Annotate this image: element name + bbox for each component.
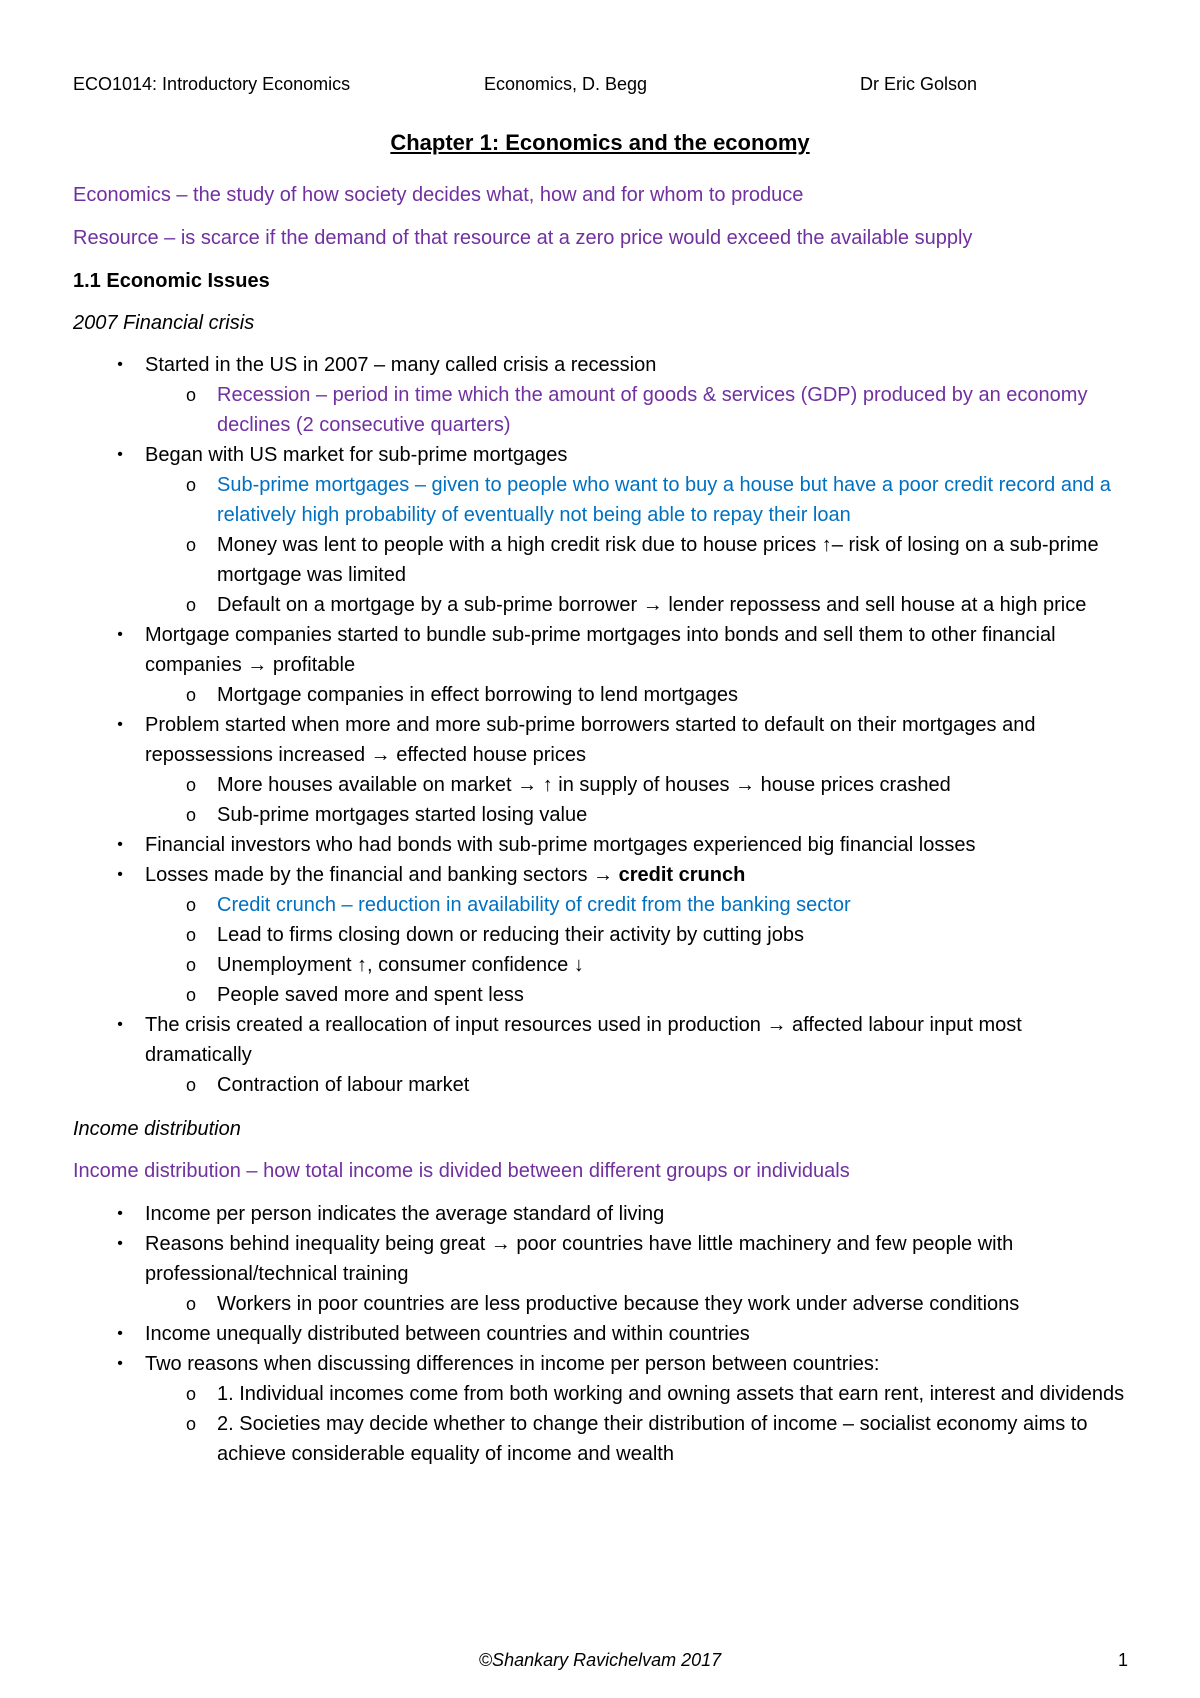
bullet-circle-icon: o [185, 1294, 196, 1314]
list-item: • Problem started when more and more sub-prime borrowers started to default on their mortgages and repossessions increased → effected house prices [73, 710, 1133, 770]
page-number: 1 [1118, 1650, 1129, 1670]
list-item: o Mortgage companies in effect borrowing to lend mortgages [73, 680, 1133, 710]
crisis-bullet-list [73, 350, 1133, 1100]
list-item: o More houses available on market → ↑ in supply of houses → house prices crashed [73, 770, 1133, 800]
subsection-income-distribution: Income distribution [73, 1118, 241, 1140]
list-item: • Income per person indicates the average standard of living [73, 1199, 1133, 1229]
bullet-circle-icon: o [185, 985, 196, 1005]
bullet-circle-icon: o [185, 385, 196, 405]
bullet-circle-icon: o [185, 1414, 196, 1434]
list-item: • Started in the US in 2007 – many called crisis a recession [73, 350, 1133, 380]
document-body [73, 180, 1133, 1469]
header-book: Economics, D. Begg [484, 74, 648, 94]
list-item: o Lead to firms closing down or reducing their activity by cutting jobs [73, 920, 1133, 950]
page-footer-copyright: ©Shankary Ravichelvam 2017 [478, 1650, 722, 1670]
list-item: o Default on a mortgage by a sub-prime borrower → lender repossess and sell house at a high price [73, 590, 1133, 620]
bullet-dot-icon: • [117, 1325, 123, 1342]
bullet-dot-icon: • [117, 1205, 123, 1222]
list-item: o Contraction of labour market [73, 1070, 1133, 1100]
bullet-dot-icon: • [117, 836, 123, 853]
bullet-circle-icon: o [185, 955, 196, 975]
bullet-dot-icon: • [117, 1355, 123, 1372]
list-item: • The crisis created a reallocation of input resources used in production → affected labour input most dramatically [73, 1010, 1133, 1070]
bullet-dot-icon: • [117, 356, 123, 373]
list-item: • Began with US market for sub-prime mortgages [73, 440, 1133, 470]
bullet-circle-icon: o [185, 925, 196, 945]
income-bullet-list [73, 1199, 1133, 1469]
bullet-circle-icon: o [185, 595, 196, 615]
page-header [73, 74, 1133, 100]
bullet-dot-icon: • [117, 716, 123, 733]
chapter-title: Chapter 1: Economics and the economy [390, 130, 810, 155]
bullet-dot-icon: • [117, 866, 123, 883]
credit-crunch-term: credit crunch [618, 864, 746, 886]
definition-economics: Economics – the study of how society decides what, how and for whom to produce [73, 184, 804, 206]
list-item: o Credit crunch – reduction in availability of credit from the banking sector [73, 890, 1133, 920]
bullet-dot-icon: • [117, 446, 123, 463]
list-item: o Money was lent to people with a high credit risk due to house prices ↑– risk of losing on a sub-prime mortgage was limited [73, 530, 1133, 590]
list-item: o 2. Societies may decide whether to change their distribution of income – socialist economy aims to achieve considerable equality of income and wealth [73, 1409, 1133, 1469]
bullet-circle-icon: o [185, 535, 196, 555]
list-item: • Income unequally distributed between countries and within countries [73, 1319, 1133, 1349]
list-item: o Unemployment ↑, consumer confidence ↓ [73, 950, 1133, 980]
header-author: Dr Eric Golson [860, 74, 978, 94]
list-item: o Sub-prime mortgages started losing value [73, 800, 1133, 830]
bullet-circle-icon: o [185, 895, 196, 915]
bullet-circle-icon: o [185, 805, 196, 825]
bullet-dot-icon: • [117, 626, 123, 643]
list-item: • Financial investors who had bonds with sub-prime mortgages experienced big financial losses [73, 830, 1133, 860]
bullet-dot-icon: • [117, 1235, 123, 1252]
bullet-dot-icon: • [117, 1016, 123, 1033]
list-item: • Losses made by the financial and banking sectors → credit crunch [73, 860, 1133, 890]
list-item: o People saved more and spent less [73, 980, 1133, 1010]
header-course: ECO1014: Introductory Economics [73, 74, 351, 94]
list-item: • Mortgage companies started to bundle sub-prime mortgages into bonds and sell them to other financial companies → profitable [73, 620, 1133, 680]
list-item: o Recession – period in time which the amount of goods & services (GDP) produced by an economy declines (2 consecutive quarters) [73, 380, 1133, 440]
list-item: • Reasons behind inequality being great → poor countries have little machinery and few people with professional/technical training [73, 1229, 1133, 1289]
list-item: o Workers in poor countries are less productive because they work under adverse conditions [73, 1289, 1133, 1319]
bullet-circle-icon: o [185, 475, 196, 495]
list-item: • Two reasons when discussing differences in income per person between countries: [73, 1349, 1133, 1379]
bullet-circle-icon: o [185, 685, 196, 705]
bullet-circle-icon: o [185, 1075, 196, 1095]
section-heading: 1.1 Economic Issues [73, 270, 270, 292]
subsection-financial-crisis: 2007 Financial crisis [73, 312, 255, 334]
definition-resource: Resource – is scarce if the demand of that resource at a zero price would exceed the available supply [73, 227, 973, 249]
definition-income-distribution: Income distribution – how total income is divided between different groups or individuals [73, 1160, 850, 1182]
bullet-circle-icon: o [185, 1384, 196, 1404]
bullet-circle-icon: o [185, 775, 196, 795]
list-item: o Sub-prime mortgages – given to people who want to buy a house but have a poor credit record and a relatively high probability of eventually not being able to repay their loan [73, 470, 1133, 530]
list-item: o 1. Individual incomes come from both working and owning assets that earn rent, interest and dividends [73, 1379, 1133, 1409]
